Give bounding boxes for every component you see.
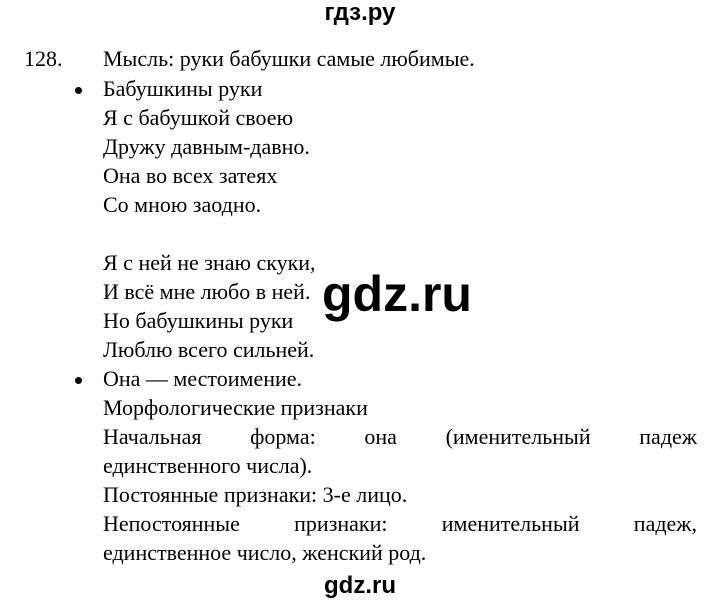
initial-form-word: форма: <box>250 424 316 449</box>
variable-word: признаки: <box>294 511 388 536</box>
site-header: гдз.ру <box>324 0 396 26</box>
morph-header: Морфологические признаки <box>103 395 368 420</box>
bullet-icon <box>75 377 82 384</box>
analysis-word: Она — местоимение. <box>103 366 303 391</box>
task-number: 128. <box>24 46 63 71</box>
variable-word: именительный <box>441 511 580 536</box>
bullet-icon <box>75 87 82 94</box>
watermark: gdz.ru <box>322 266 472 322</box>
initial-form-word: Начальная <box>103 424 202 449</box>
poem-line: Она во всех затеях <box>103 163 278 188</box>
initial-form-cont: единственного числа). <box>103 453 313 478</box>
poem-line: Я с ней не знаю скуки, <box>103 250 316 275</box>
poem-title: Бабушкины руки <box>103 76 263 101</box>
initial-form-word: падеж <box>639 424 697 449</box>
initial-form-word: (именительный <box>445 424 591 449</box>
poem-line: Со мною заодно. <box>103 192 262 217</box>
poem-line: И всё мне любо в ней. <box>103 279 311 304</box>
constant-features: Постоянные признаки: 3-е лицо. <box>103 482 408 507</box>
initial-form-line <box>103 424 697 450</box>
task-thought: Мысль: руки бабушки самые любимые. <box>103 46 475 71</box>
poem-line: Я с бабушкой своею <box>103 105 294 130</box>
variable-features-line <box>103 511 697 537</box>
poem-line: Люблю всего сильней. <box>103 337 315 362</box>
variable-word: падеж, <box>633 511 697 536</box>
poem-line: Но бабушкины руки <box>103 308 294 333</box>
poem-line: Дружу давным-давно. <box>103 134 310 159</box>
initial-form-word: она <box>364 424 397 449</box>
site-footer: gdz.ru <box>324 572 396 599</box>
variable-word: Непостоянные <box>103 511 240 536</box>
variable-features-cont: единственное число, женский род. <box>103 540 427 565</box>
